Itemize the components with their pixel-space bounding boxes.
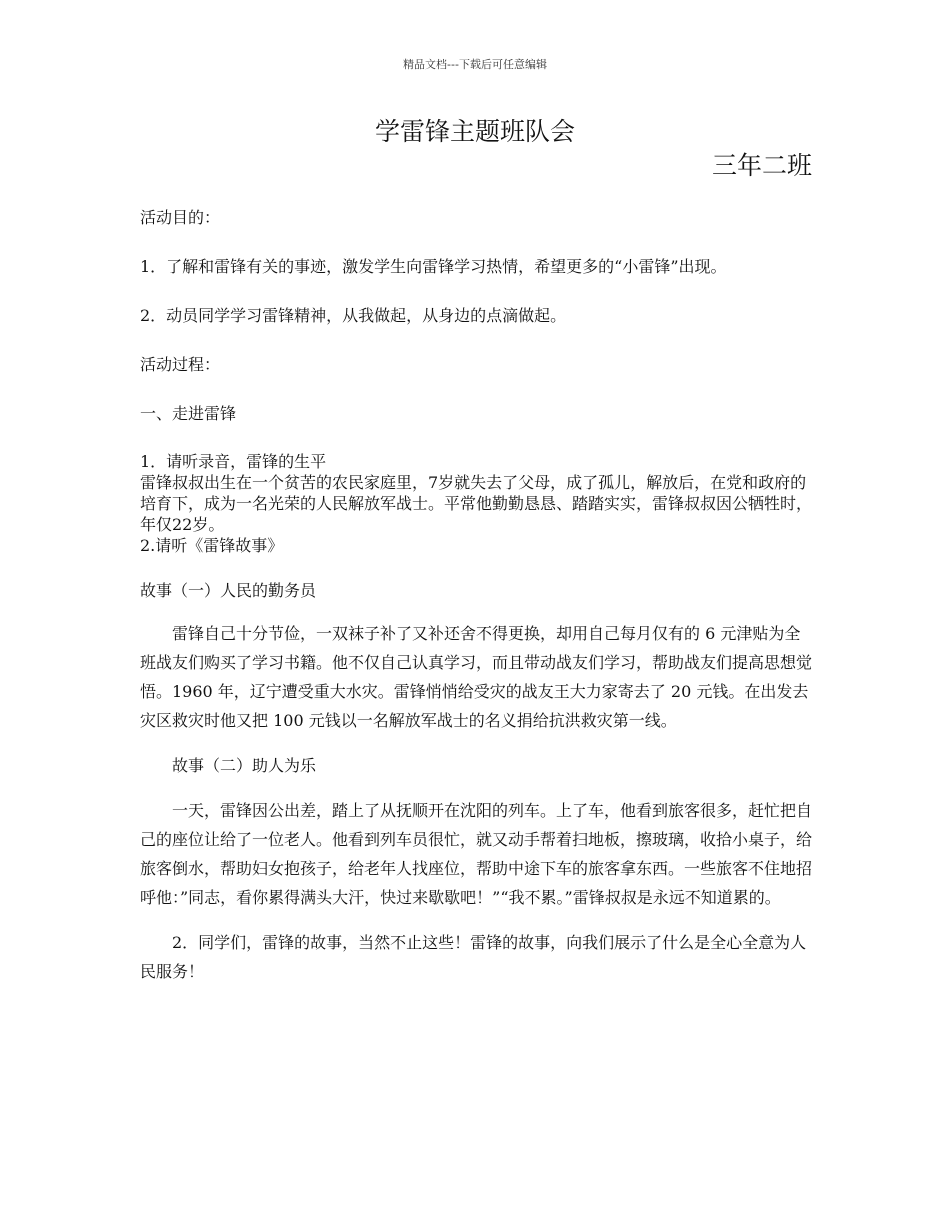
- story-2-text: 一天，雷锋因公出差，踏上了从抚顺开在沈阳的列车。上了车，他看到旅客很多，赶忙把自己的座位让给了一位老人。他看到列车员很忙，就又动手帮着扫地板，擦玻璃，收拾小桌子，给旅客倒水，帮助妇女抱孩子，给老年人找座位，帮助中途下车的旅客拿东西。一些旅客不住地招呼他：”同志，看你累得满头大汗，快过来歇歇吧！”“我不累。”雷锋叔叔是永远不知道累的。: [140, 801, 813, 907]
- story-2-title: 故事（二）助人为乐: [172, 756, 317, 775]
- step-1-title: 1．请听录音，雷锋的生平: [140, 452, 327, 471]
- section-heading-1: 一、走进雷锋: [140, 404, 237, 423]
- class-name: 三年二班: [711, 151, 812, 180]
- step-2-title: 2.请听《雷锋故事》: [140, 536, 284, 555]
- page-header-note: 精品文档---下载后可任意编辑: [403, 58, 547, 71]
- purpose-heading: 活动目的：: [140, 208, 221, 227]
- purpose-item-1: 1．了解和雷锋有关的事迹，激发学生向雷锋学习热情，希望更多的“小雷锋”出现。: [140, 257, 727, 276]
- step-1-text: 雷锋叔叔出生在一个贫苦的农民家庭里，7岁就失去了父母，成了孤儿，解放后，在党和政府的培育下，成为一名光荣的人民解放军战士。平常他勤勤恳恳、踏踏实实，雷锋叔叔因公牺牲时，年仅22岁。: [140, 473, 813, 534]
- purpose-item-2: 2．动员同学学习雷锋精神，从我做起，从身边的点滴做起。: [140, 306, 567, 325]
- story-1-title: 故事（一）人民的勤务员: [140, 581, 317, 600]
- document-title: 学雷锋主题班队会: [374, 117, 575, 146]
- process-heading: 活动过程：: [140, 355, 221, 374]
- closing-text: 2．同学们，雷锋的故事，当然不止这些！雷锋的故事，向我们展示了什么是全心全意为人民服务！: [140, 933, 807, 981]
- document-body: [140, 206, 816, 986]
- story-1-text: 雷锋自己十分节俭，一双袜子补了又补还舍不得更换，却用自己每月仅有的 6 元津贴为全班战友们购买了学习书籍。他不仅自己认真学习，而且带动战友们学习，帮助战友们提高思想觉悟。1960 年，辽宁遭受重大水灾。雷锋悄悄给受灾的战友王大力家寄去了 20 元钱。在出发去灾区救灾时他又把 100 元钱以一名解放军战士的名义捐给抗洪救灾第一线。: [140, 624, 813, 730]
